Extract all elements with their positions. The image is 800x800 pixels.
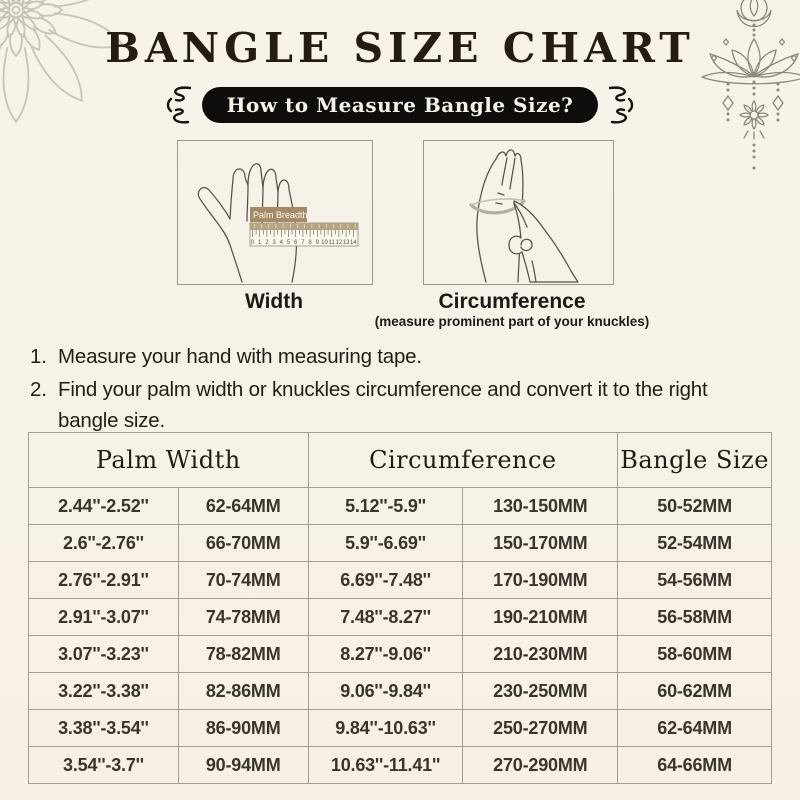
instruction-item: [30, 374, 726, 436]
circumference-caption: Circumference: [438, 290, 586, 313]
circumference-illustration-box: [423, 140, 614, 285]
how-to-measure-pill: How to Measure Bangle Size?: [202, 87, 599, 123]
flourish-right-icon: [607, 85, 637, 125]
size-cell: 5.9''-6.69'': [308, 525, 463, 562]
instruction-text: Find your palm width or knuckles circumference and convert it to the right bangle size.: [58, 378, 708, 432]
subtitle-row: [0, 85, 800, 125]
size-cell: 66-70MM: [178, 525, 308, 562]
svg-text:3: 3: [272, 240, 276, 246]
svg-text:13: 13: [342, 240, 350, 246]
svg-text:5: 5: [286, 240, 291, 246]
instruction-number: 1.: [30, 345, 47, 368]
size-table-body: [29, 488, 772, 784]
hands-circumference-icon: [424, 141, 613, 283]
size-cell: 130-150MM: [463, 488, 618, 525]
size-cell: 2.6''-2.76'': [29, 525, 179, 562]
instruction-text: Measure your hand with measuring tape.: [58, 345, 422, 368]
size-cell: 86-90MM: [178, 710, 308, 747]
instructions-list: [30, 341, 730, 438]
flourish-left-icon: [163, 85, 193, 125]
palm-breadth-label: Palm Breadth: [253, 210, 308, 220]
table-row: [29, 673, 772, 710]
size-cell: 3.22''-3.38'': [29, 673, 179, 710]
table-row: [29, 488, 772, 525]
size-cell: 6.69''-7.48'': [308, 562, 463, 599]
svg-text:14: 14: [349, 240, 357, 246]
table-row: [29, 636, 772, 673]
size-cell: 50-52MM: [618, 488, 772, 525]
svg-text:12: 12: [335, 240, 343, 246]
width-illustration-box: [177, 140, 373, 285]
header-circumference: Circumference: [308, 433, 618, 488]
size-cell: 10.63''-11.41'': [308, 747, 463, 784]
header-bangle-size: Bangle Size: [618, 433, 772, 488]
page-title: BANGLE SIZE CHART: [105, 24, 695, 72]
size-cell: 210-230MM: [463, 636, 618, 673]
svg-text:9: 9: [315, 240, 319, 246]
svg-text:0: 0: [250, 240, 255, 246]
instruction-item: [30, 341, 726, 372]
width-caption: Width: [244, 290, 304, 313]
mandala-corner-icon: [0, 0, 150, 150]
size-cell: 2.91''-3.07'': [29, 599, 179, 636]
size-cell: 5.12''-5.9'': [308, 488, 463, 525]
table-row: [29, 525, 772, 562]
ruler-icon: [250, 207, 358, 246]
svg-text:7: 7: [301, 240, 305, 246]
size-cell: 52-54MM: [618, 525, 772, 562]
size-cell: 78-82MM: [178, 636, 308, 673]
size-cell: 2.44''-2.52'': [29, 488, 179, 525]
table-row: [29, 747, 772, 784]
svg-text:6: 6: [294, 240, 298, 246]
instruction-number: 2.: [30, 378, 47, 401]
header-palm-width: Palm Width: [29, 433, 309, 488]
size-cell: 74-78MM: [178, 599, 308, 636]
size-cell: 60-62MM: [618, 673, 772, 710]
size-cell: 250-270MM: [463, 710, 618, 747]
table-row: [29, 562, 772, 599]
size-cell: 3.54''-3.7'': [29, 747, 179, 784]
size-cell: 3.07''-3.23'': [29, 636, 179, 673]
size-cell: 64-66MM: [618, 747, 772, 784]
size-cell: 7.48''-8.27'': [308, 599, 463, 636]
size-cell: 82-86MM: [178, 673, 308, 710]
size-cell: 56-58MM: [618, 599, 772, 636]
size-cell: 70-74MM: [178, 562, 308, 599]
size-cell: 54-56MM: [618, 562, 772, 599]
size-cell: 2.76''-2.91'': [29, 562, 179, 599]
svg-text:10: 10: [321, 240, 328, 246]
table-header-row: [29, 433, 772, 488]
size-cell: 58-60MM: [618, 636, 772, 673]
size-cell: 170-190MM: [463, 562, 618, 599]
hand-width-icon: [178, 141, 372, 283]
svg-text:11: 11: [328, 240, 335, 246]
size-cell: 62-64MM: [178, 488, 308, 525]
size-cell: 230-250MM: [463, 673, 618, 710]
size-table: [28, 432, 772, 784]
size-cell: 8.27''-9.06'': [308, 636, 463, 673]
table-row: [29, 599, 772, 636]
circumference-note: (measure prominent part of your knuckles): [374, 314, 650, 329]
size-cell: 9.84''-10.63'': [308, 710, 463, 747]
svg-text:8: 8: [308, 240, 312, 246]
size-cell: 90-94MM: [178, 747, 308, 784]
size-cell: 190-210MM: [463, 599, 618, 636]
size-cell: 270-290MM: [463, 747, 618, 784]
size-cell: 3.38''-3.54'': [29, 710, 179, 747]
circumference-caption-block: [342, 290, 682, 329]
size-cell: 150-170MM: [463, 525, 618, 562]
svg-text:4: 4: [279, 240, 283, 246]
table-row: [29, 710, 772, 747]
size-cell: 62-64MM: [618, 710, 772, 747]
svg-text:1: 1: [258, 240, 262, 246]
size-cell: 9.06''-9.84'': [308, 673, 463, 710]
svg-text:2: 2: [265, 240, 269, 246]
